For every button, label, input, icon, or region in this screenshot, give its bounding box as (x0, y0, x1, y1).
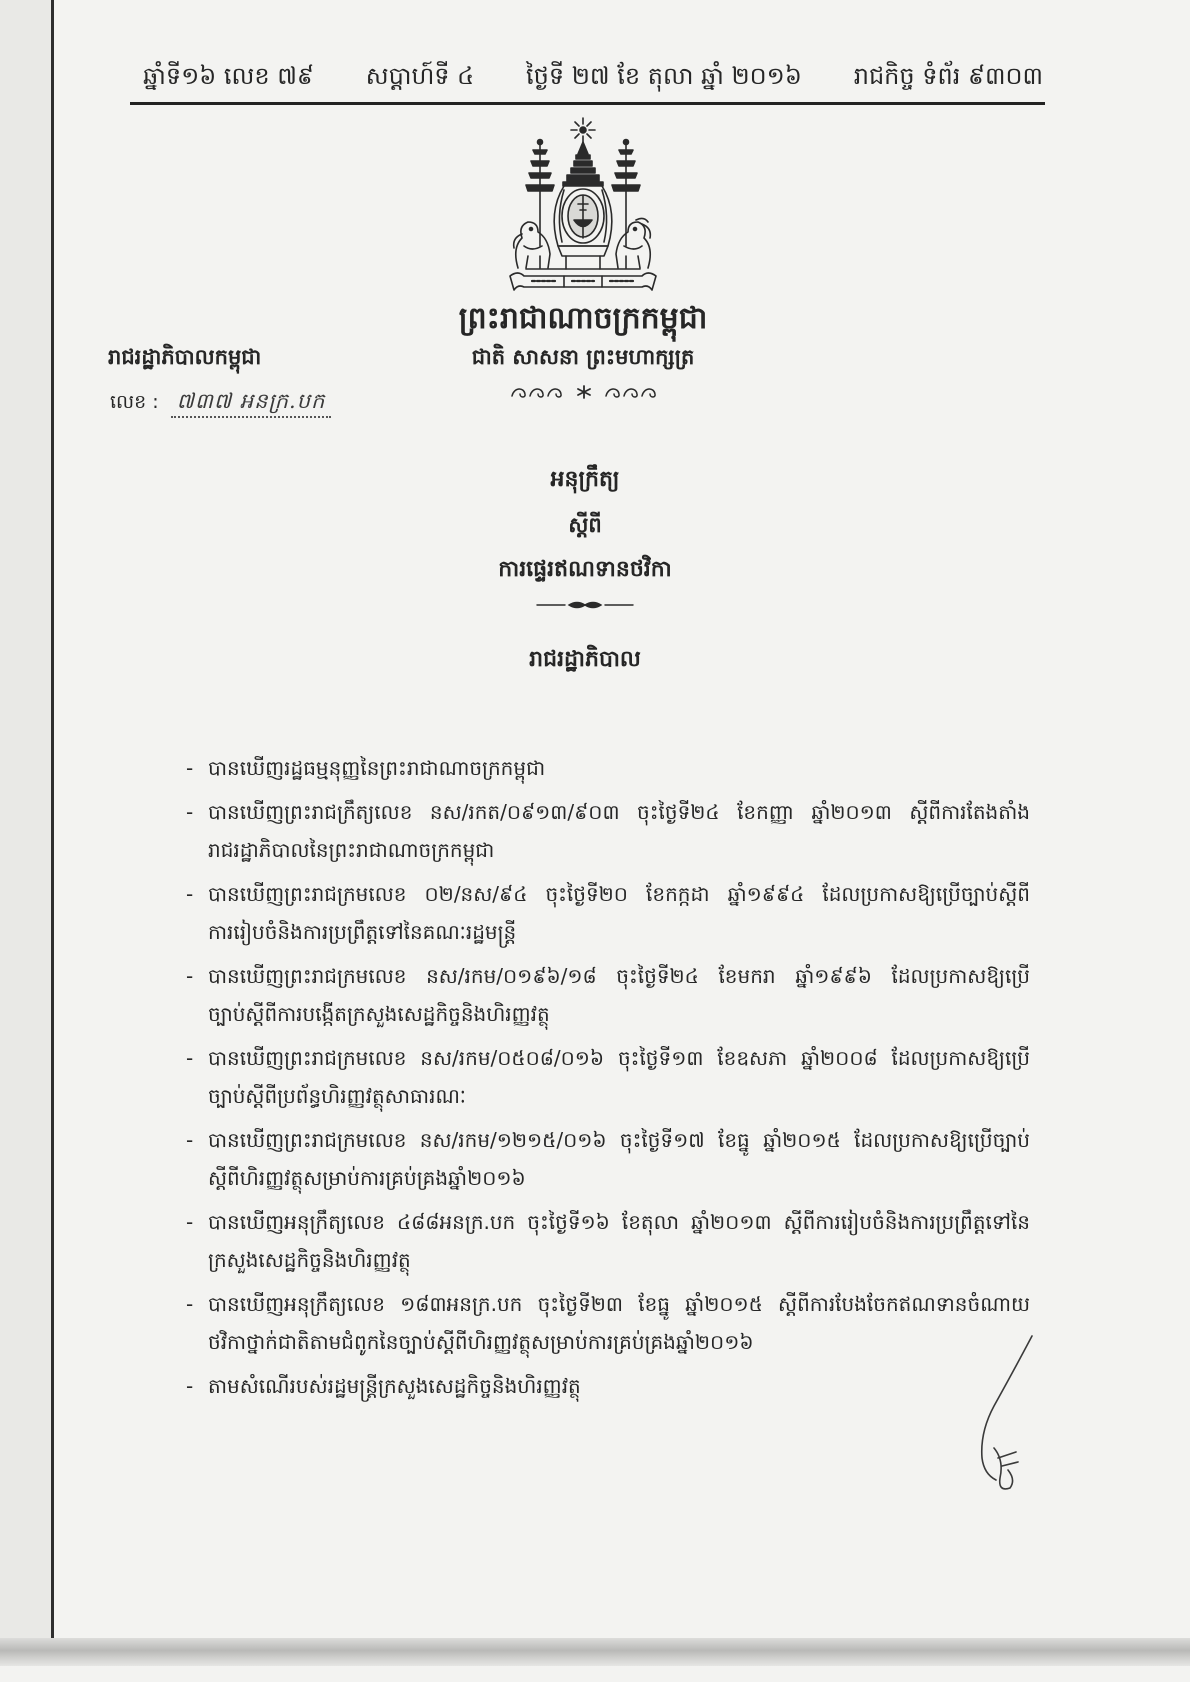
emblem-star-rays (571, 118, 595, 142)
gazette-week: សប្តាហ៍ទី ៤ (365, 61, 475, 90)
preamble-item (186, 875, 1032, 951)
preamble-item-text (208, 793, 1030, 869)
preamble-item (186, 1039, 1032, 1115)
preamble-item (186, 749, 1032, 787)
preamble-line: បានឃើញព្រះរាជក្រមលេខ នស/រកម/០១៩៦/១៨ ចុះថ្ងៃទី២៤ ខែមករា ឆ្នាំ១៩៩៦ ដែលប្រកាសឱ្យប្រើ (208, 964, 1030, 988)
gazette-date: ថ្ងៃទី ២៧ ខែ តុលា ឆ្នាំ ២០១៦ (526, 61, 802, 90)
preamble-line: រាជរដ្ឋាភិបាលនៃព្រះរាជាណាចក្រកម្ពុជា (208, 838, 495, 862)
issuing-authority: រាជរដ្ឋាភិបាល (529, 647, 641, 672)
gazette-header (143, 58, 1043, 98)
issuer-name: រាជរដ្ឋាភិបាលកម្ពុជា (108, 345, 262, 369)
preamble-item (186, 1367, 1032, 1405)
bullet-marker: - (186, 1292, 194, 1316)
header-underline (130, 102, 1045, 105)
preamble-line: បានឃើញអនុក្រឹត្យលេខ ១៨៣អនក្រ.បក ចុះថ្ងៃទី២៣ ខែធ្នូ ឆ្នាំ២០១៥ ស្តីពីការបែងចែកឥណទានចំណាយ (208, 1292, 1030, 1316)
preamble-item-text (208, 1121, 1030, 1197)
preamble-item-text (208, 1285, 1030, 1361)
preamble-list (186, 749, 1032, 1405)
preamble-item-text (208, 1367, 1030, 1405)
page-left-border (51, 0, 54, 1640)
bullet-marker: - (186, 964, 194, 988)
preamble-item-text (208, 1203, 1030, 1279)
document-number-handwritten: ៧៣៧ អនក្រ.បក (171, 386, 332, 418)
title-about: ស្តីពី (568, 513, 602, 537)
royal-coat-of-arms-emblem (498, 116, 668, 294)
preamble-item-text (208, 875, 1030, 951)
preamble-item (186, 1121, 1032, 1197)
preamble-item-text (208, 957, 1030, 1033)
preamble-line: ក្រសួងសេដ្ឋកិច្ចនិងហិរញ្ញវត្ថុ (208, 1248, 411, 1272)
page-left-margin (0, 0, 51, 1640)
preamble-line: ស្តីពីហិរញ្ញវត្ថុសម្រាប់ការគ្រប់គ្រងឆ្នាំ២០១៦ (208, 1166, 526, 1190)
emblem-pedestal (526, 246, 640, 269)
preamble-line: បានឃើញព្រះរាជក្រមលេខ នស/រកម/០៥០៨/០១៦ ចុះថ្ងៃទី១៣ ខែឧសភា ឆ្នាំ២០០៨ ដែលប្រកាសឱ្យប្រើ (208, 1046, 1030, 1070)
document-type: អនុក្រឹត្យ (550, 467, 620, 492)
preamble-item (186, 1203, 1032, 1279)
emblem-shield (562, 189, 604, 243)
emblem-crown (563, 142, 603, 186)
bullet-marker: - (186, 756, 194, 780)
gazette-page: រាជកិច្ច ទំព័រ ៩៣០៣ (853, 61, 1043, 90)
preamble-line: បានឃើញព្រះរាជក្រឹត្យលេខ នស/រកត/០៩១៣/៩០៣ ចុះថ្ងៃទី២៤ ខែកញ្ញា ឆ្នាំ២០១៣ ស្តីពីការតែងតាំង (208, 800, 1030, 824)
preamble-item (186, 957, 1032, 1033)
preamble-line: ថវិកាថ្នាក់ជាតិតាមជំពូកនៃច្បាប់ស្តីពីហិរញ្ញវត្ថុសម្រាប់ការគ្រប់គ្រងឆ្នាំ២០១៦ (208, 1330, 754, 1354)
scan-bottom-shadow (0, 1638, 1190, 1666)
preamble-line: ច្បាប់ស្តីពីការបង្កើតក្រសួងសេដ្ឋកិច្ចនិងហិរញ្ញវត្ថុ (208, 1002, 550, 1026)
document-number-label: លេខ : (110, 391, 159, 413)
preamble-line: តាមសំណើរបស់រដ្ឋមន្ត្រីក្រសួងសេដ្ឋកិច្ចនិងហិរញ្ញវត្ថុ (208, 1374, 581, 1398)
bullet-marker: - (186, 1128, 194, 1152)
preamble-line: បានឃើញព្រះរាជក្រមលេខ ០២/នស/៩៤ ចុះថ្ងៃទី២០ ខែកក្កដា ឆ្នាំ១៩៩៤ ដែលប្រកាសឱ្យប្រើច្បាប់ស្តីពី (208, 882, 1030, 906)
preamble-item (186, 793, 1032, 869)
kingdom-name: ព្រះរាជាណាចក្រកម្ពុជា (458, 301, 708, 336)
preamble-item (186, 1285, 1032, 1361)
signature (950, 1330, 1050, 1500)
bullet-marker: - (186, 882, 194, 906)
bullet-marker: - (186, 1046, 194, 1070)
emblem-banner (510, 273, 656, 290)
preamble-line: ការរៀបចំនិងការប្រព្រឹត្តទៅនៃគណៈរដ្ឋមន្ត្រី (208, 920, 517, 944)
motto-ornament (508, 383, 660, 401)
emblem-right-singha (616, 218, 650, 268)
emblem-left-gajasingha (514, 222, 550, 268)
national-motto: ជាតិ សាសនា ព្រះមហាក្សត្រ (471, 345, 695, 369)
bullet-marker: - (186, 1374, 194, 1398)
bullet-marker: - (186, 1210, 194, 1234)
document-subject: ការផ្ទេរឥណទានថវិកា (498, 557, 672, 582)
preamble-item-text (208, 1039, 1030, 1115)
document-number (110, 384, 410, 420)
preamble-line: បានឃើញអនុក្រឹត្យលេខ ៤៨៨អនក្រ.បក ចុះថ្ងៃទី១៦ ខែតុលា ឆ្នាំ២០១៣ ស្តីពីការរៀបចំនិងការប្រព្រឹត្តទៅនៃ (208, 1210, 1030, 1234)
bullet-marker: - (186, 800, 194, 824)
preamble-line: បានឃើញព្រះរាជក្រមលេខ នស/រកម/១២១៥/០១៦ ចុះថ្ងៃទី១៧ ខែធ្នូ ឆ្នាំ២០១៥ ដែលប្រកាសឱ្យប្រើច្បាប់ (208, 1128, 1030, 1152)
preamble-line: បានឃើញរដ្ឋធម្មនុញ្ញនៃព្រះរាជាណាចក្រកម្ពុជា (208, 756, 546, 780)
title-separator (535, 598, 635, 612)
preamble-item-text (208, 749, 1030, 787)
gazette-issue: ឆ្នាំទី១៦ លេខ ៧៩ (143, 61, 314, 90)
preamble-line: ច្បាប់ស្តីពីប្រព័ន្ធហិរញ្ញវត្ថុសាធារណៈ (208, 1084, 466, 1108)
